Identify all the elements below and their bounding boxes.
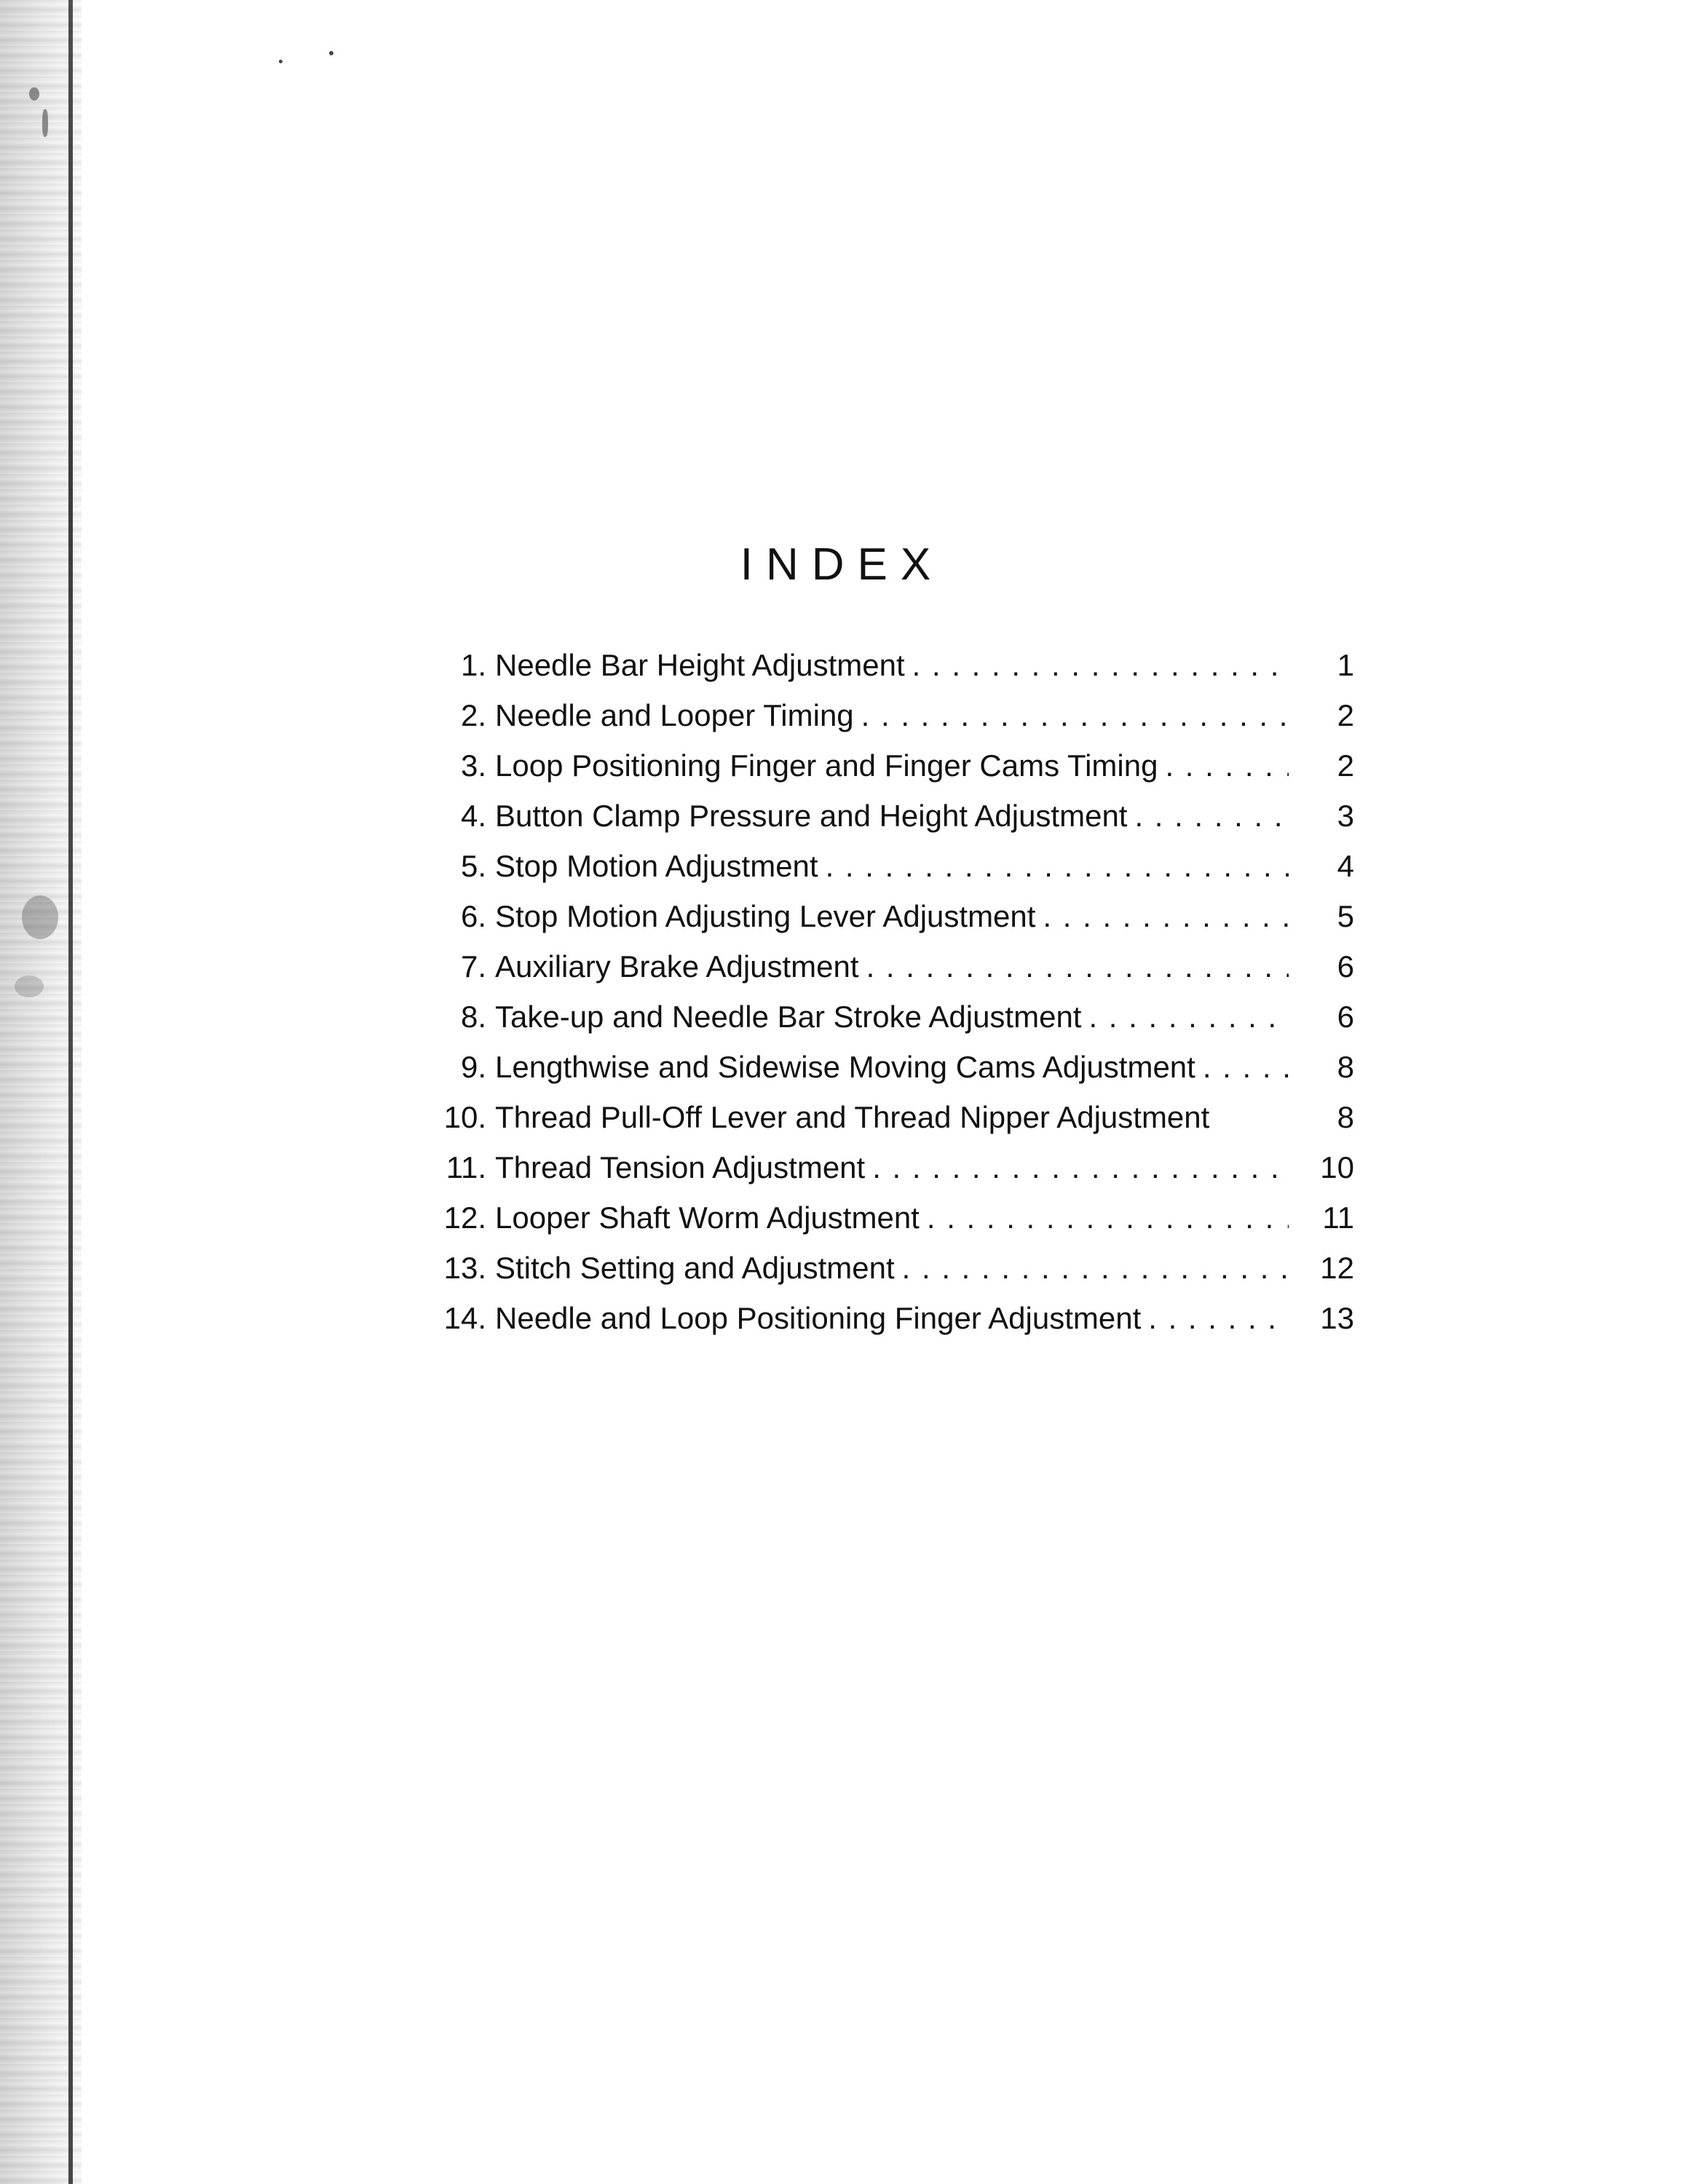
toc-entry-title: Needle and Loop Positioning Finger Adjustment (495, 1301, 1142, 1335)
toc-leader-dots (818, 849, 1289, 884)
toc-entry-number: 11. (446, 1150, 486, 1184)
toc-entry-page: 8 (1337, 1100, 1354, 1134)
toc-entry (437, 849, 1354, 899)
toc-entry-page: 2 (1337, 748, 1354, 783)
toc-entry (437, 799, 1354, 849)
toc-entry-title: Auxiliary Brake Adjustment (495, 949, 859, 984)
toc-leader-dots (859, 949, 1289, 984)
toc-entry (437, 1000, 1354, 1050)
toc-entry (437, 698, 1354, 748)
toc-entry-title: Stop Motion Adjustment (495, 849, 818, 883)
toc-entry-title: Lengthwise and Sidewise Moving Cams Adjustment (495, 1050, 1195, 1084)
toc-leader-dots (1081, 1000, 1289, 1034)
toc-entry-title: Stitch Setting and Adjustment (495, 1251, 895, 1285)
scan-speck (22, 895, 58, 939)
toc-entry-number: 10. (443, 1100, 486, 1134)
toc-entry-page: 6 (1337, 1000, 1354, 1034)
toc-entry-page: 11 (1322, 1200, 1354, 1235)
toc-entry (437, 1100, 1354, 1150)
toc-leader-dots (854, 698, 1289, 733)
toc-entry-title: Needle and Looper Timing (495, 698, 854, 732)
toc-entry-number: 2. (460, 698, 486, 732)
toc-entry-title: Looper Shaft Worm Adjustment (495, 1200, 920, 1235)
toc-leader-dots (1127, 799, 1289, 834)
toc-entry-number: 5. (460, 849, 486, 883)
toc-entry-number: 14. (443, 1301, 486, 1335)
scan-speck (42, 109, 48, 137)
toc-entry-number: 9. (460, 1050, 486, 1084)
toc-entry-page: 8 (1337, 1050, 1354, 1084)
scan-dust-mark (329, 51, 333, 55)
scan-speck (15, 976, 44, 997)
toc-entry-number: 12. (443, 1200, 486, 1235)
toc-entry-number: 13. (443, 1251, 486, 1285)
toc-entry (437, 949, 1354, 1000)
toc-entry-title: Take-up and Needle Bar Stroke Adjustment (495, 1000, 1082, 1034)
toc-entry-title: Needle Bar Height Adjustment (495, 648, 905, 682)
toc-leader-dots (905, 648, 1289, 683)
toc-entry-number: 6. (460, 899, 486, 933)
toc-leader-dots (865, 1150, 1289, 1185)
toc-entry (437, 1150, 1354, 1200)
toc-entry-page: 13 (1320, 1301, 1354, 1335)
toc-entry (437, 1301, 1354, 1351)
toc-entry-title: Stop Motion Adjusting Lever Adjustment (495, 899, 1036, 933)
scan-dust-mark (279, 60, 282, 63)
toc-entry-page: 1 (1337, 648, 1354, 682)
toc-leader-dots (895, 1251, 1289, 1286)
toc-entry (437, 1251, 1354, 1301)
toc-entry (437, 1200, 1354, 1251)
toc-entry-page: 6 (1337, 949, 1354, 984)
toc-entry-title: Button Clamp Pressure and Height Adjustment (495, 799, 1128, 833)
toc-entry (437, 648, 1354, 698)
toc-entry-page: 3 (1337, 799, 1354, 833)
toc-entry-page: 4 (1337, 849, 1354, 883)
page-title: INDEX (740, 539, 944, 590)
toc-entry-number: 1. (460, 648, 486, 682)
toc-entry-number: 4. (460, 799, 486, 833)
scan-speck (29, 87, 39, 100)
toc-entry (437, 1050, 1354, 1100)
toc-leader-dots (1195, 1050, 1289, 1085)
toc-entry (437, 899, 1354, 949)
toc-entry-number: 8. (460, 1000, 486, 1034)
toc-entry (437, 748, 1354, 799)
toc-entry-page: 12 (1320, 1251, 1354, 1285)
table-of-contents (437, 648, 1354, 1351)
toc-entry-page: 5 (1337, 899, 1354, 933)
toc-entry-title: Loop Positioning Finger and Finger Cams Timing (495, 748, 1158, 783)
toc-entry-page: 2 (1337, 698, 1354, 732)
toc-leader-dots (1158, 748, 1289, 783)
toc-entry-page: 10 (1320, 1150, 1354, 1184)
scan-binding-line (68, 0, 73, 2184)
toc-entry-title: Thread Pull-Off Lever and Thread Nipper Adjustment (495, 1100, 1210, 1134)
toc-leader-dots (920, 1200, 1289, 1235)
toc-entry-number: 3. (460, 748, 486, 783)
toc-entry-title: Thread Tension Adjustment (495, 1150, 866, 1184)
toc-leader-dots (1141, 1301, 1289, 1336)
toc-entry-number: 7. (460, 949, 486, 984)
toc-leader-dots (1035, 899, 1289, 934)
